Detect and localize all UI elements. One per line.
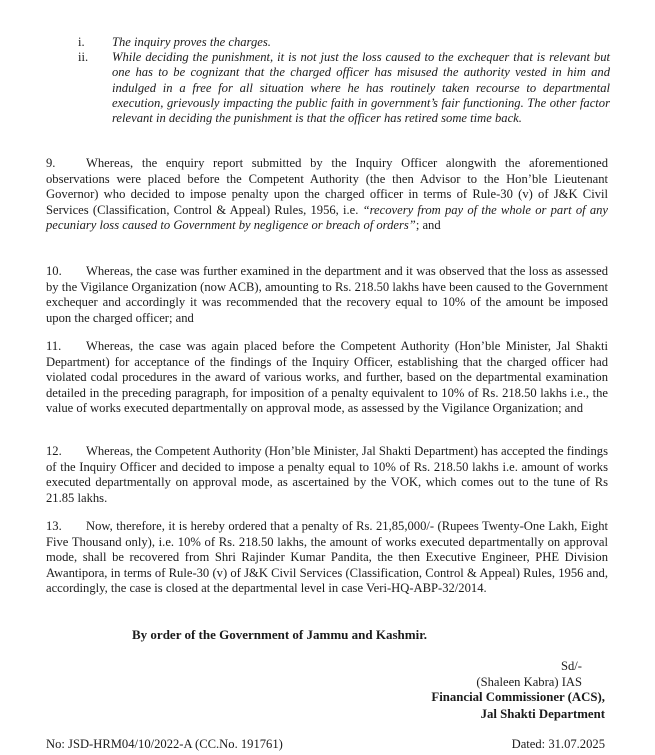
signatory-name: (Shaleen Kabra) IAS xyxy=(476,675,582,689)
paragraph-number: 12. xyxy=(46,444,62,458)
finding-text: The inquiry proves the charges. xyxy=(112,35,271,49)
paragraph-number: 13. xyxy=(46,519,62,533)
paragraph-12 xyxy=(46,444,608,506)
paragraph-text: Now, therefore, it is hereby ordered that a penalty of Rs. 21,85,000/- (Rupees Twenty-One Lakh, Eight Five Thousand only), i.e. 10% of Rs. 218.50 lakhs, the amount of works executed departmentally on approval mode, shall be recovered from Shri Rajinder Kumar Pandita, the then Executive Engineer, PHE Division Awantipora, in terms of Rule-30 (v) of J&K Civil Services (Classification, Control & Appeal) Rules, 1956 and, accordingly, the case is closed at the departmental level in case Veri-HQ-ABP-32/2014. xyxy=(46,519,608,596)
paragraph-text: Whereas, the enquiry report submitted by the Inquiry Officer alongwith the aforementioned observations were placed before the Competent Authority (the then Advisor to the Hon’ble Lieutenant Governor) who decided to impose penalty upon the charged officer in terms of Rule-30 (v) of J&K Civil Services (Classification, Control & Appeal) Rules, 1956, i.e. xyxy=(46,156,608,217)
paragraph-number: 9. xyxy=(46,156,56,170)
paragraph-10 xyxy=(46,264,608,326)
order-authority-line: By order of the Government of Jammu and Kashmir. xyxy=(132,627,428,642)
signatory-department: Jal Shakti Department xyxy=(480,707,605,721)
findings-list xyxy=(78,35,610,126)
order-number: No: JSD-HRM04/10/2022-A (CC.No. 191761) xyxy=(46,737,283,751)
paragraph-text: Whereas, the case was again placed before the Competent Authority (Hon’ble Minister, Jal Shakti Department) for acceptance of the findings of the Inquiry Officer, establishing that the charged officer had violated codal procedures in the award of various works, and further, based on the departmental examination detailed in the preceding paragraph, for imposition of a penalty equivalent to 10% of Rs. 218.50 lakhs i.e., the value of works executed departmentally on approval mode, as assessed by the Vigilance Organization; and xyxy=(46,339,608,416)
paragraph-text: Whereas, the Competent Authority (Hon’ble Minister, Jal Shakti Department) has accepted the findings of the Inquiry Officer and decided to impose a penalty equal to 10% of Rs. 218.50 lakhs i.e. amount of works executed departmentally on approval mode, as ascertained by the VOK, which comes out to the tune of Rs 21.85 lakhs. xyxy=(46,444,608,505)
paragraph-9 xyxy=(46,156,608,234)
paragraph-number: 11. xyxy=(46,339,62,353)
paragraph-text: Whereas, the case was further examined in the department and it was observed that the loss as assessed by the Vigilance Organization (now ACB), amounting to Rs. 218.50 lakhs have been caused to the Government exchequer and accordingly it was recommended that the recovery equal to 10% of the amount be imposed upon the charged officer; and xyxy=(46,264,608,325)
paragraph-11 xyxy=(46,339,608,417)
finding-text: While deciding the punishment, it is not just the loss caused to the exchequer that is relevant but one has to be cognizant that the charged officer has misused the authority vested in him and indulged in a free for all situation where he has routinely taken recourse to departmental execution, grievously impacting the public faith in government’s fair functioning. The other factor relevant in deciding the punishment is that the officer has retired some time back. xyxy=(112,50,610,126)
paragraph-text-tail: ; and xyxy=(415,218,441,233)
finding-item xyxy=(78,35,610,50)
signatory-designation: Financial Commissioner (ACS), xyxy=(431,690,605,704)
order-date: Dated: 31.07.2025 xyxy=(511,737,605,751)
paragraph-13 xyxy=(46,519,608,597)
finding-number: i. xyxy=(78,35,85,49)
signature-sd: Sd/- xyxy=(561,659,582,673)
paragraph-number: 10. xyxy=(46,264,62,278)
finding-item xyxy=(78,50,610,126)
finding-number: ii. xyxy=(78,50,89,65)
quoted-rule-text: “recovery from pay of the whole or part of any pecuniary loss caused to Government by negligence or breach of orders” xyxy=(46,202,608,233)
